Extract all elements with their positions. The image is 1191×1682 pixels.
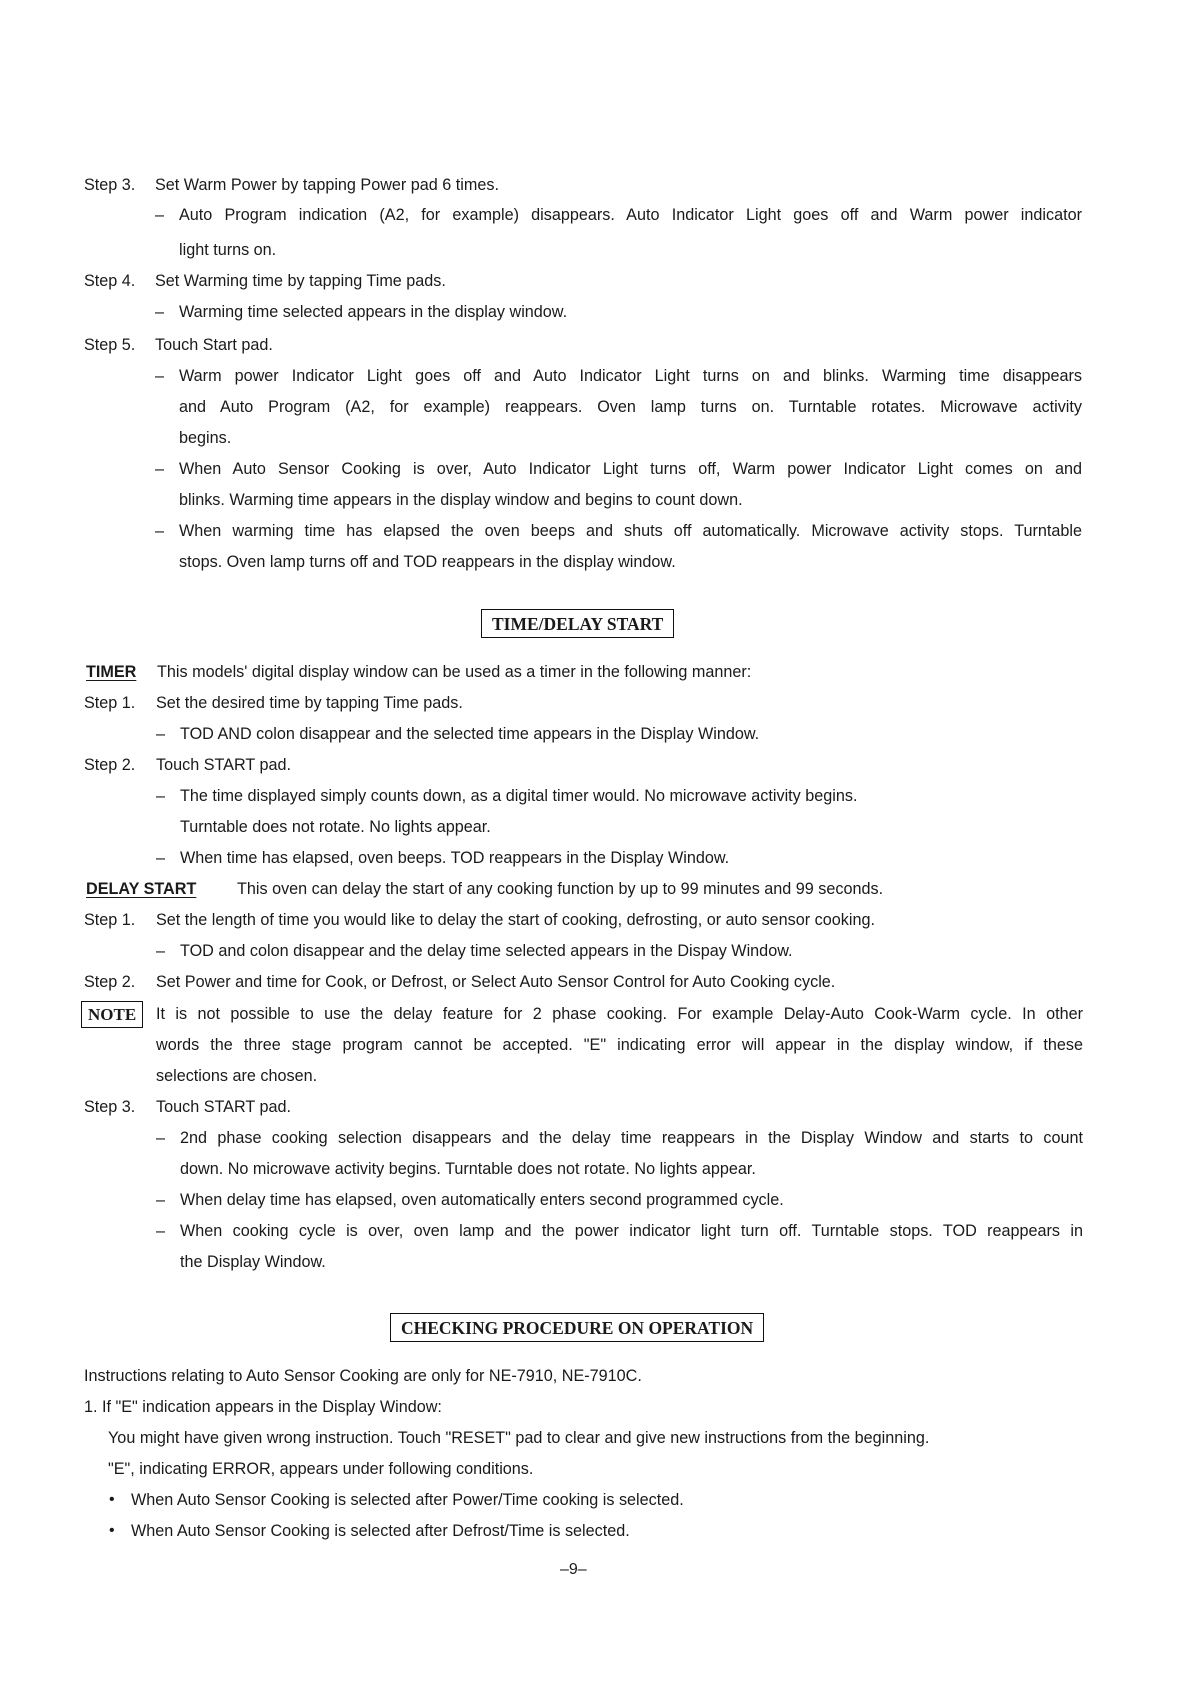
step-label: Step 3. — [84, 176, 136, 194]
note-box — [81, 1001, 143, 1028]
dash-bullet: – — [155, 460, 165, 478]
note-text: words the three stage program cannot be accepted. "E" indicating error will appear in the display window, if these — [156, 1036, 1083, 1054]
checking-intro: Instructions relating to Auto Sensor Cooking are only for NE-7910, NE-7910C. — [84, 1367, 642, 1385]
timer-intro: This models' digital display window can be used as a timer in the following manner: — [157, 663, 752, 681]
dash-bullet: – — [156, 1129, 166, 1147]
step-label: Step 5. — [84, 336, 136, 354]
step-text: Set the length of time you would like to delay the start of cooking, defrosting, or auto sensor cooking. — [156, 911, 875, 929]
step-label: Step 1. — [84, 694, 136, 712]
dash-bullet: – — [155, 367, 165, 385]
dash-bullet: – — [156, 787, 166, 805]
bullet-text: The time displayed simply counts down, as a digital timer would. No microwave activity begins. — [180, 787, 858, 805]
dash-bullet: – — [155, 303, 165, 321]
dash-bullet: – — [155, 206, 165, 224]
bullet-text: When cooking cycle is over, oven lamp and the power indicator light turn off. Turntable stops. TOD reappears in — [180, 1222, 1083, 1240]
note-text: It is not possible to use the delay feature for 2 phase cooking. For example Delay-Auto Cook-Warm cycle. In other — [156, 1005, 1083, 1023]
section-heading-time-delay — [481, 609, 674, 638]
note-text: selections are chosen. — [156, 1067, 318, 1085]
bullet-text: Auto Program indication (A2, for example) disappears. Auto Indicator Light goes off and Warm power indicator — [179, 206, 1082, 224]
step-label: Step 2. — [84, 756, 136, 774]
list-item: 1. If "E" indication appears in the Display Window: — [84, 1398, 442, 1416]
bullet-text: begins. — [179, 429, 232, 447]
bullet-text: Turntable does not rotate. No lights appear. — [180, 818, 491, 836]
step-label: Step 3. — [84, 1098, 136, 1116]
page-number: –9– — [560, 1561, 587, 1578]
section-heading-text: TIME/DELAY START — [492, 614, 664, 634]
step-text: Touch START pad. — [156, 1098, 291, 1116]
dash-bullet: – — [155, 522, 165, 540]
bullet-text: When Auto Sensor Cooking is over, Auto Indicator Light turns off, Warm power Indicator Light comes on and — [179, 460, 1082, 478]
bullet-text: TOD and colon disappear and the delay time selected appears in the Dispay Window. — [180, 942, 793, 960]
dash-bullet: – — [156, 1191, 166, 1209]
step-text: Set Warm Power by tapping Power pad 6 times. — [155, 176, 499, 194]
paragraph: "E", indicating ERROR, appears under following conditions. — [108, 1460, 534, 1478]
bullet-text: When time has elapsed, oven beeps. TOD reappears in the Display Window. — [180, 849, 730, 867]
bullet-text: Warming time selected appears in the display window. — [179, 303, 568, 321]
bullet-text: When Auto Sensor Cooking is selected after Defrost/Time is selected. — [131, 1522, 630, 1540]
bullet-text: When warming time has elapsed the oven beeps and shuts off automatically. Microwave activity stops. Turntable — [179, 522, 1082, 540]
bullet-text: blinks. Warming time appears in the display window and begins to count down. — [179, 491, 743, 509]
bullet-text: Warm power Indicator Light goes off and Auto Indicator Light turns on and blinks. Warming time disappears — [179, 367, 1082, 385]
dash-bullet: – — [156, 1222, 166, 1240]
bullet-dot: • — [109, 1522, 115, 1539]
paragraph: You might have given wrong instruction. Touch "RESET" pad to clear and give new instructions from the beginning. — [108, 1429, 930, 1447]
step-label: Step 4. — [84, 272, 136, 290]
delay-intro: This oven can delay the start of any cooking function by up to 99 minutes and 99 seconds. — [237, 880, 884, 898]
section-heading-checking — [390, 1313, 764, 1342]
step-text: Touch START pad. — [156, 756, 291, 774]
dash-bullet: – — [156, 942, 166, 960]
bullet-text: the Display Window. — [180, 1253, 326, 1271]
dash-bullet: – — [156, 849, 166, 867]
bullet-dot: • — [109, 1491, 115, 1508]
note-label: NOTE — [88, 1005, 137, 1024]
timer-term: TIMER — [86, 663, 137, 681]
bullet-text: TOD AND colon disappear and the selected time appears in the Display Window. — [180, 725, 760, 743]
bullet-text: 2nd phase cooking selection disappears and the delay time reappears in the Display Window and starts to count — [180, 1129, 1083, 1147]
step-text: Set Power and time for Cook, or Defrost, or Select Auto Sensor Control for Auto Cooking cycle. — [156, 973, 836, 991]
step-text: Touch Start pad. — [155, 336, 273, 354]
step-label: Step 1. — [84, 911, 136, 929]
bullet-text: When Auto Sensor Cooking is selected after Power/Time cooking is selected. — [131, 1491, 684, 1509]
delay-start-term: DELAY START — [86, 880, 197, 898]
bullet-text: When delay time has elapsed, oven automatically enters second programmed cycle. — [180, 1191, 784, 1209]
step-text: Set the desired time by tapping Time pads. — [156, 694, 463, 712]
step-text: Set Warming time by tapping Time pads. — [155, 272, 446, 290]
step-label: Step 2. — [84, 973, 136, 991]
bullet-text: light turns on. — [179, 241, 277, 259]
bullet-text: stops. Oven lamp turns off and TOD reappears in the display window. — [179, 553, 676, 571]
bullet-text: and Auto Program (A2, for example) reappears. Oven lamp turns on. Turntable rotates. Microwave activity — [179, 398, 1082, 416]
dash-bullet: – — [156, 725, 166, 743]
bullet-text: down. No microwave activity begins. Turntable does not rotate. No lights appear. — [180, 1160, 756, 1178]
section-heading-text: CHECKING PROCEDURE ON OPERATION — [401, 1318, 754, 1338]
